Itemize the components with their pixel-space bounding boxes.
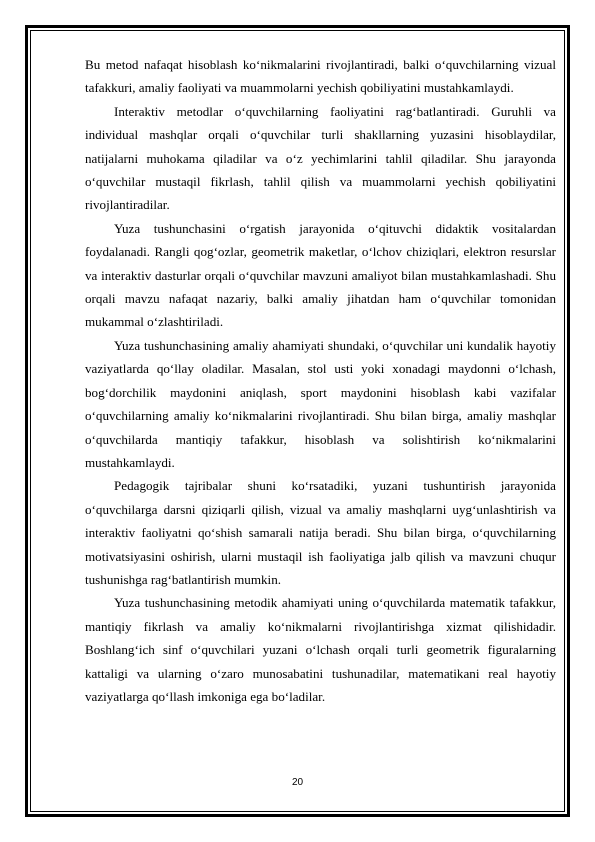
paragraph: Interaktiv metodlar o‘quvchilarning faoliyatini rag‘batlantiradi. Guruhli va individual mashqlar orqali o‘quvchilar turli shakllarning yuzasini hisoblaydilar, natijalarni muhokama qiladilar va o‘z yechimlarini tahlil qiladilar. Shu jarayonda o‘quvchilar mustaqil fikrlash, tahlil qilish va muammolarni yechish qobiliyatini rivojlantiradilar. — [85, 103, 556, 213]
paragraph: Bu metod nafaqat hisoblash ko‘nikmalarini rivojlantiradi, balki o‘quvchilarning vizual tafakkuri, amaliy faoliyati va muammolarni yechish qobiliyatini mustahkamlaydi. — [85, 57, 556, 96]
paragraph: Yuza tushunchasini o‘rgatish jarayonida o‘qituvchi didaktik vositalardan foydalanadi. Rangli qog‘ozlar, geometrik maketlar, o‘lchov chiziqlari, elektron resurslar va interaktiv dasturlar orqali o‘quvchilar mavzuni amaliyot bilan mustahkamlashadi. Shu orqali mavzu nafaqat nazariy, balki amaliy jihatdan ham o‘quvchilar tomonidan mukammal o‘zlashtiriladi. — [85, 220, 556, 330]
paragraph: Pedagogik tajribalar shuni ko‘rsatadiki, yuzani tushuntirish jarayonida o‘quvchilarga darsni qiziqarli qilish, vizual va amaliy mashqlarni uyg‘unlashtirish va interaktiv faoliyatni qo‘shish samarali natija beradi. Shu bilan birga, o‘quvchilarning motivatsiyasini oshirish, ularni mustaqil ish faoliyatiga jalb qilish va mavzuni chuqur tushunishga rag‘batlantirish mumkin. — [85, 478, 556, 587]
paragraph: Yuza tushunchasining amaliy ahamiyati shundaki, o‘quvchilar uni kundalik hayotiy vaziyatlarda qo‘llay oladilar. Masalan, stol usti yoki xonadagi maydonni o‘lchash, bog‘dorchilik maydonini aniqlash, sport maydonini hisoblash kabi vazifalar o‘quvchilarning amaliy ko‘nikmalarini rivojlantiradi. Shu bilan birga, amaliy mashqlar o‘quvchilarda mantiqiy tafakkur, hisoblash va solishtirish ko‘nikmalarini mustahkamlaydi. — [85, 337, 556, 470]
paragraph: Yuza tushunchasining metodik ahamiyati uning o‘quvchilarda matematik tafakkur, mantiqiy fikrlash va amaliy ko‘nikmalarni rivojlantirishga xizmat qilishidadir. Boshlang‘ich sinf o‘quvchilari yuzani o‘lchash orqali turli geometrik figuralarning kattaligi va ularning o‘zaro munosabatini tushunadilar, matematikani real hayotiy vaziyatlarga qo‘llash imkoniga ega bo‘ladilar. — [85, 595, 556, 704]
document-body — [85, 53, 556, 708]
page-number: 20 — [291, 777, 304, 788]
